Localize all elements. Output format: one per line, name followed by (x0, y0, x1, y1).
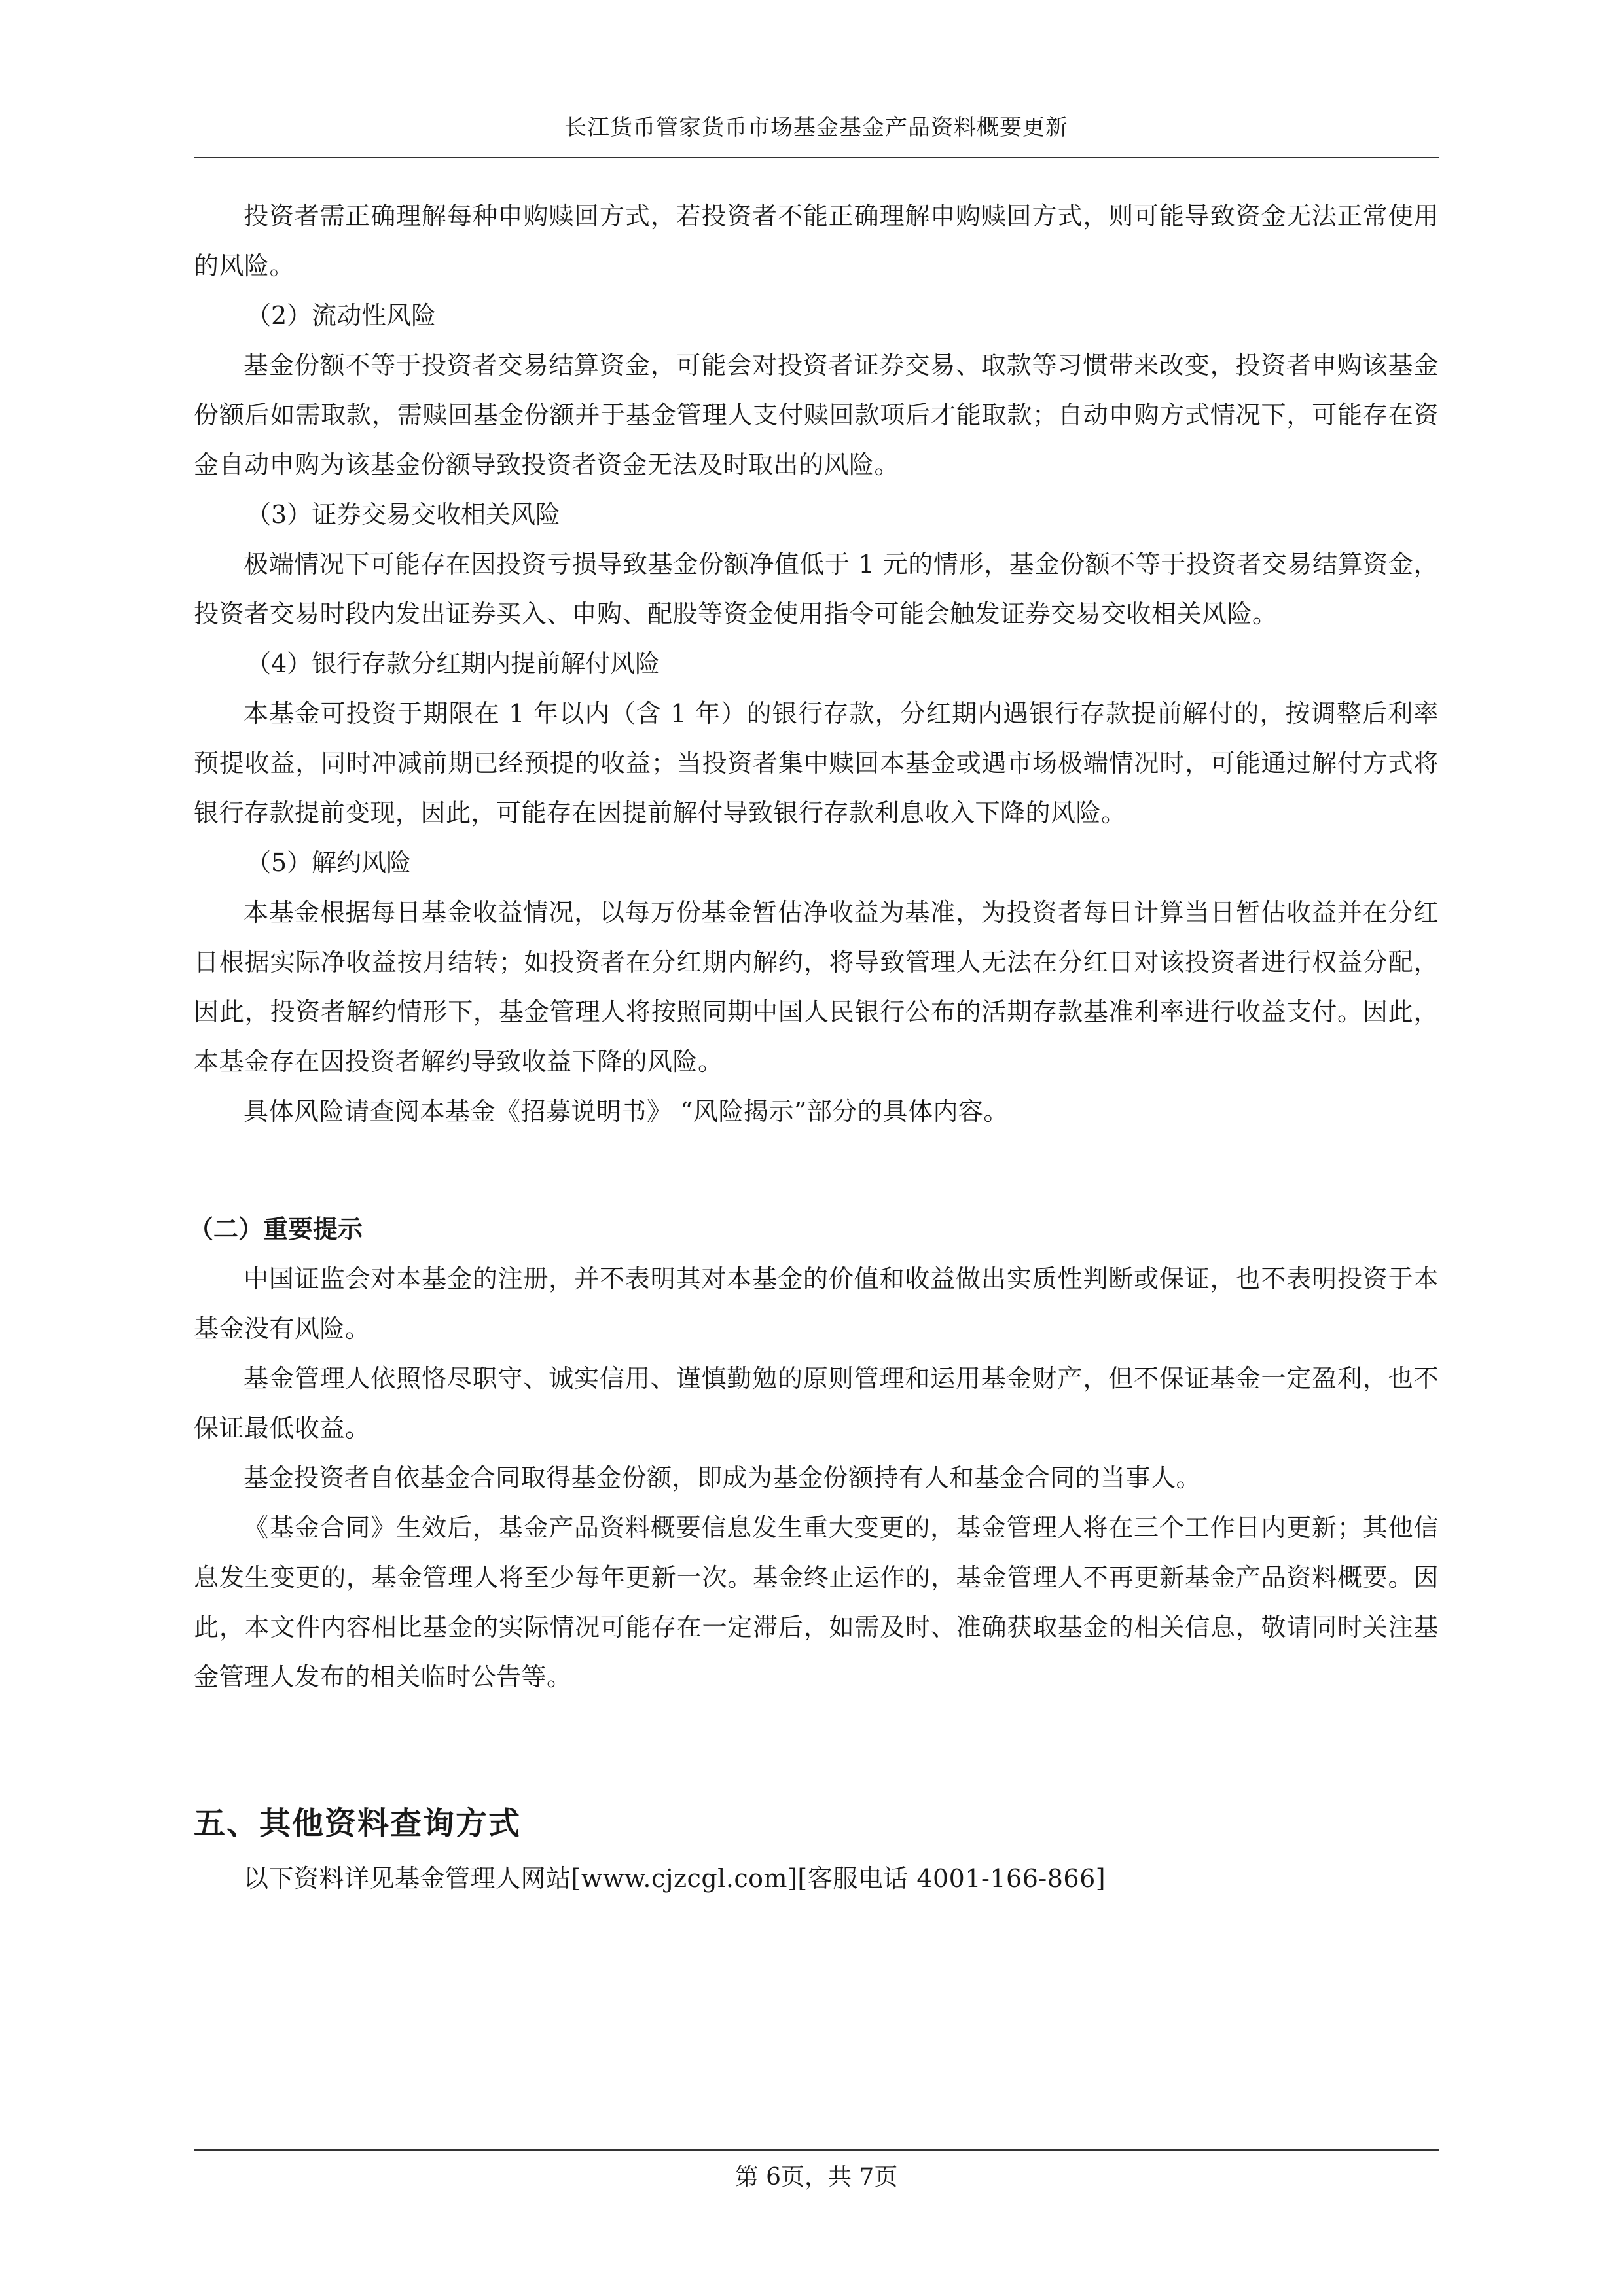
paragraph-liquidity-risk: 基金份额不等于投资者交易结算资金，可能会对投资者证券交易、取款等习惯带来改变，投资者申购该基金份额后如需取款，需赎回基金份额并于基金管理人支付赎回款项后才能取款；自动申购方式情况下，可能存在资金自动申购为该基金份额导致投资者资金无法及时取出的风险。 (194, 351, 1439, 479)
paragraph-notice-2: 基金管理人依照恪尽职守、诚实信用、谨慎勤勉的原则管理和运用基金财产，但不保证基金一定盈利，也不保证最低收益。 (194, 1364, 1439, 1443)
page-header: 长江货币管家货币市场基金基金产品资料概要更新 (564, 115, 1068, 141)
section-other-info-title: 五、其他资料查询方式 (194, 1805, 522, 1842)
heading-settlement-risk: （3）证券交易交收相关风险 (246, 500, 561, 529)
section-important-notice-title: （二）重要提示 (189, 1214, 363, 1244)
heading-cancellation-risk: （5）解约风险 (246, 848, 412, 877)
heading-liquidity-risk: （2）流动性风险 (246, 301, 437, 330)
page-number: 第 6页，共 7页 (734, 2164, 898, 2191)
heading-deposit-risk: （4）银行存款分红期内提前解付风险 (246, 649, 660, 678)
paragraph-notice-3: 基金投资者自依基金合同取得基金份额，即成为基金份额持有人和基金合同的当事人。 (244, 1463, 1202, 1492)
footer-rule (194, 2149, 1439, 2151)
paragraph-notice-4: 《基金合同》生效后，基金产品资料概要信息发生重大变更的，基金管理人将在三个工作日内更新；其他信息发生变更的，基金管理人将至少每年更新一次。基金终止运作的，基金管理人不再更新基金产品资料概要。因此，本文件内容相比基金的实际情况可能存在一定滞后，如需及时、准确获取基金的相关信息，敬请同时关注基金管理人发布的相关临时公告等。 (194, 1513, 1439, 1691)
page-content (189, 191, 1439, 1903)
header-rule (194, 157, 1439, 158)
paragraph-notice-1: 中国证监会对本基金的注册，并不表明其对本基金的价值和收益做出实质性判断或保证，也不表明投资于本基金没有风险。 (194, 1265, 1439, 1343)
paragraph-other-info: 以下资料详见基金管理人网站[www.cjzcgl.com][客服电话 4001-166-866] (244, 1864, 1106, 1893)
paragraph-settlement-risk: 极端情况下可能存在因投资亏损导致基金份额净值低于 1 元的情形，基金份额不等于投资者交易结算资金，投资者交易时段内发出证券买入、申购、配股等资金使用指令可能会触发证券交易交收相关风险。 (194, 550, 1439, 628)
paragraph-risk-reference: 具体风险请查阅本基金《招募说明书》 “风险揭示”部分的具体内容。 (244, 1097, 1009, 1126)
paragraph-cancellation-risk: 本基金根据每日基金收益情况，以每万份基金暂估净收益为基准，为投资者每日计算当日暂估收益并在分红日根据实际净收益按月结转；如投资者在分红期内解约，将导致管理人无法在分红日对该投资者进行权益分配，因此，投资者解约情形下，基金管理人将按照同期中国人民银行公布的活期存款基准利率进行收益支付。因此，本基金存在因投资者解约导致收益下降的风险。 (194, 898, 1439, 1076)
paragraph-intro: 投资者需正确理解每种申购赎回方式，若投资者不能正确理解申购赎回方式，则可能导致资金无法正常使用的风险。 (194, 202, 1439, 280)
paragraph-deposit-risk: 本基金可投资于期限在 1 年以内（含 1 年）的银行存款，分红期内遇银行存款提前解付的，按调整后利率预提收益，同时冲减前期已经预提的收益；当投资者集中赎回本基金或遇市场极端情况时，可能通过解付方式将银行存款提前变现，因此，可能存在因提前解付导致银行存款利息收入下降的风险。 (194, 699, 1439, 827)
